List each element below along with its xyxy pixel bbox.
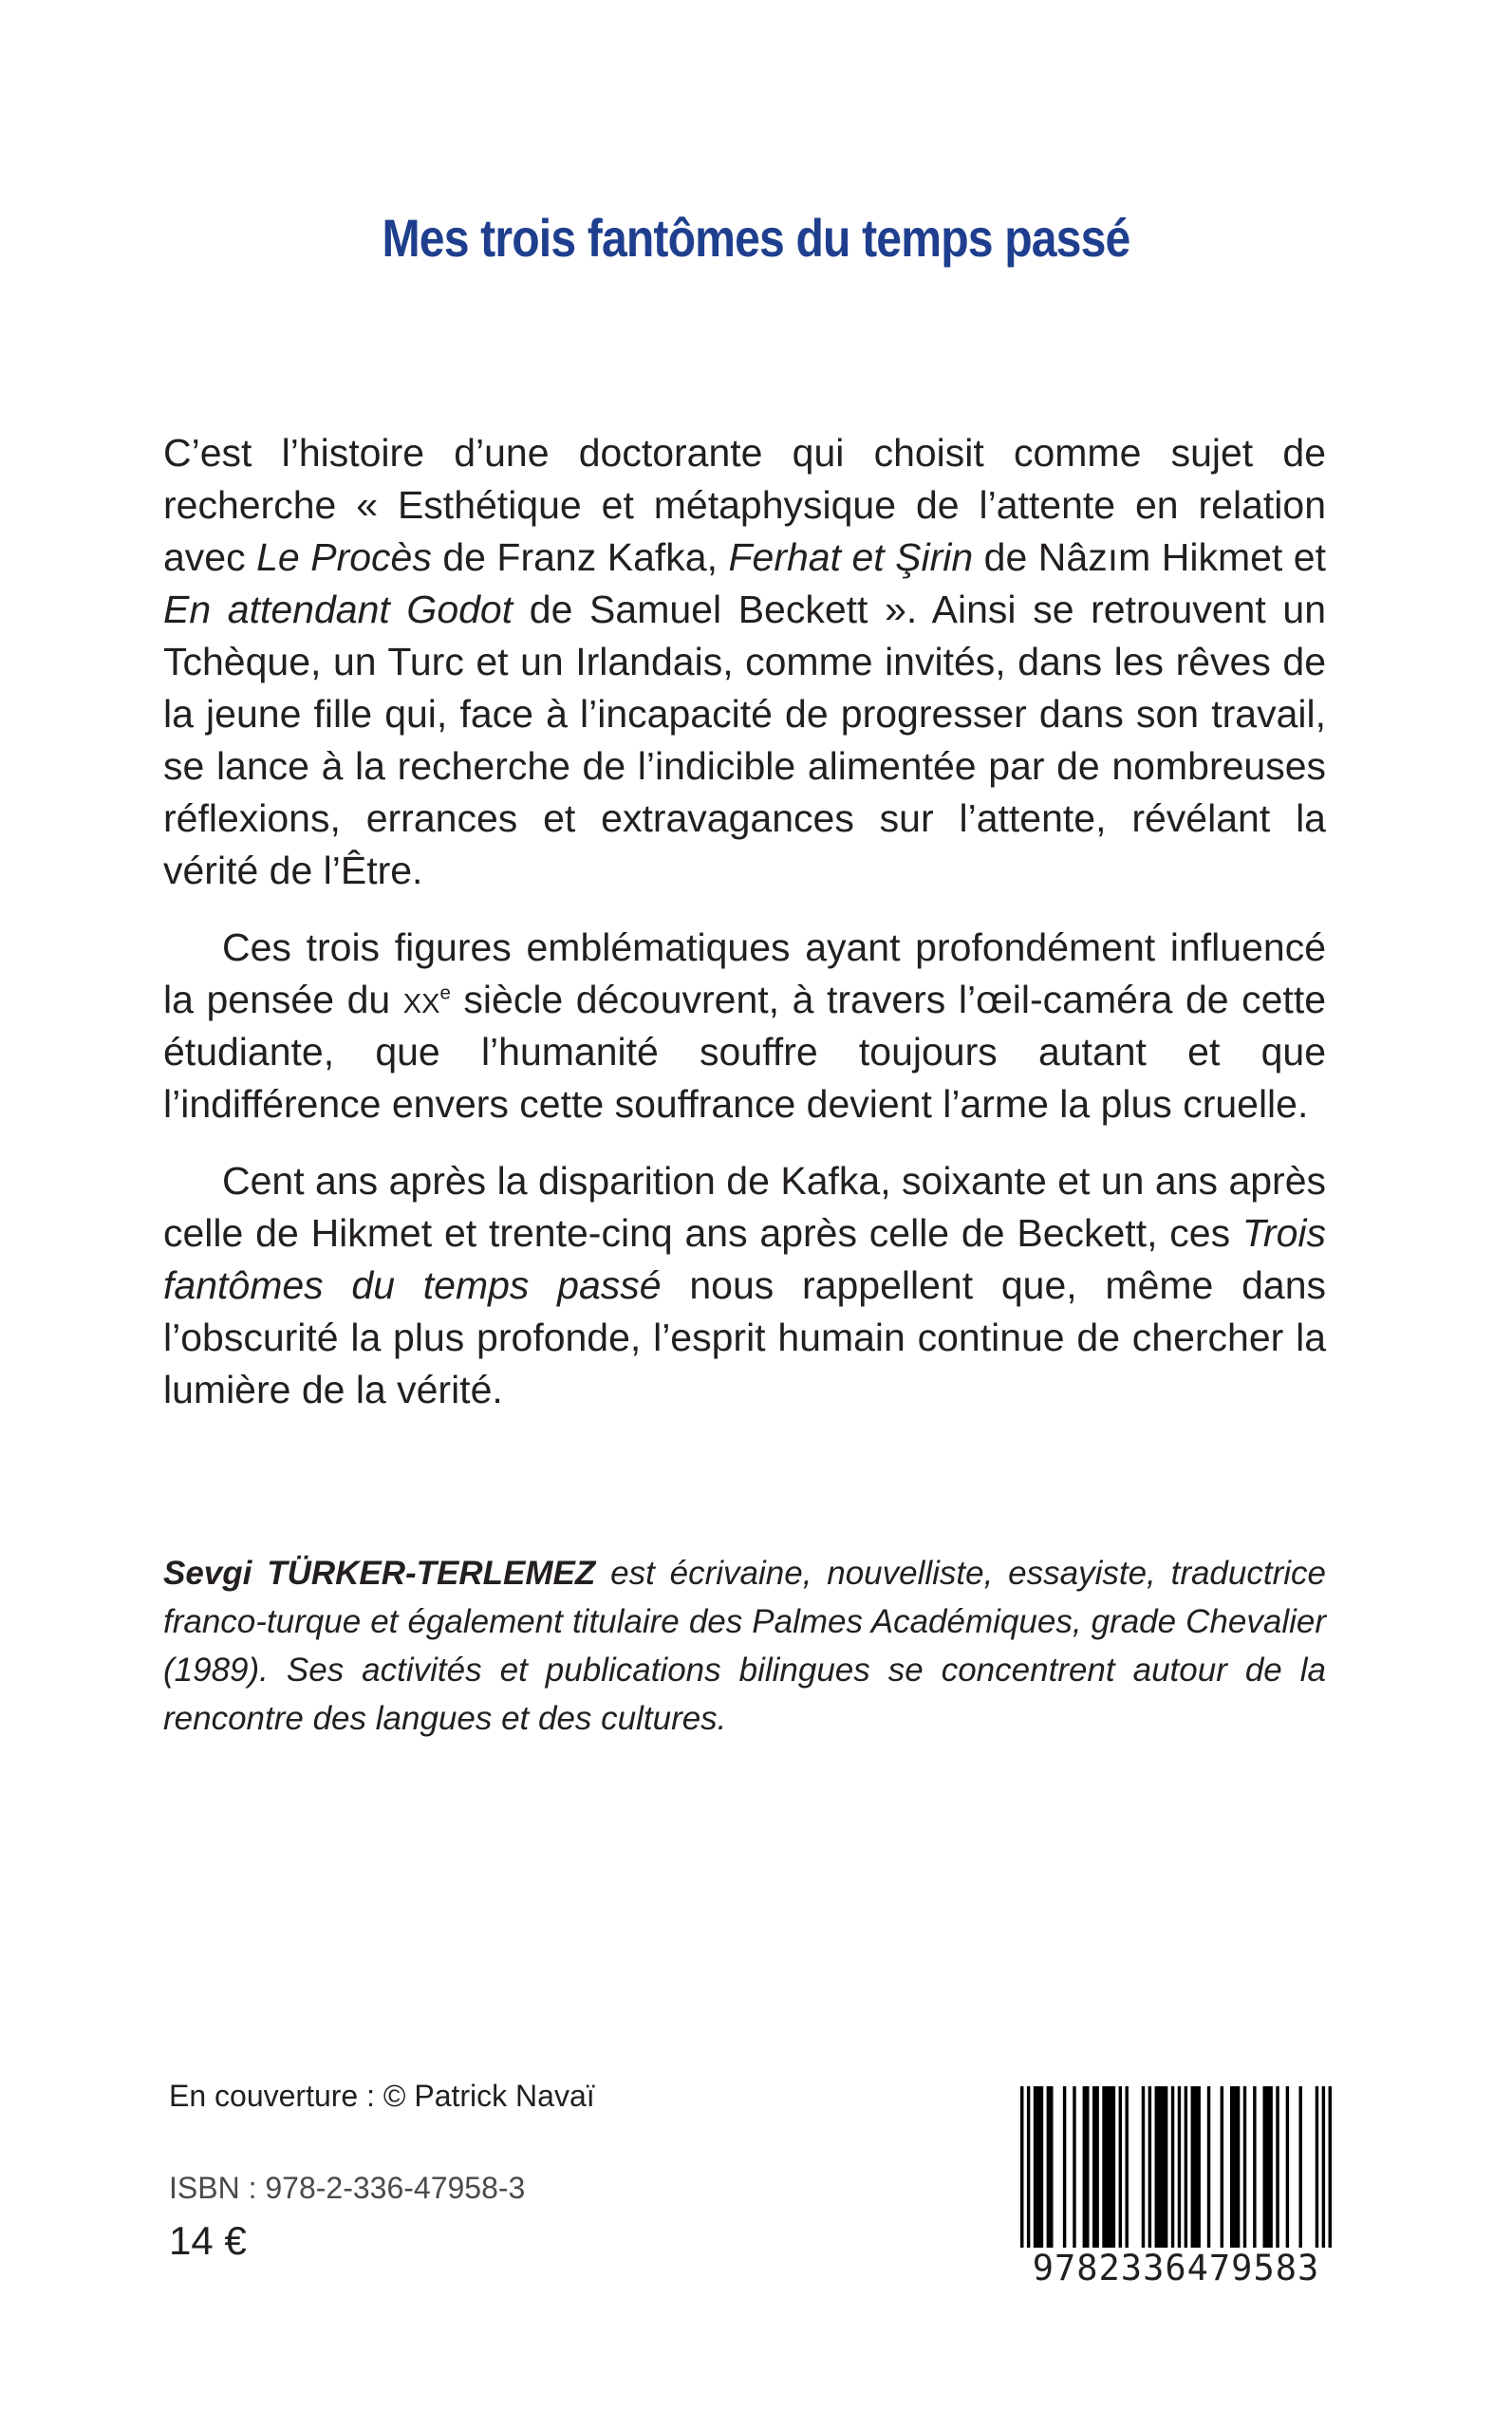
barcode-bar-0 <box>1020 2086 1023 2250</box>
barcode-bar-3 <box>1047 2086 1054 2250</box>
paragraph-1-text-d: de Samuel Beckett ». Ainsi se retrouvent un Tchèque, un Turc et un Irlandais, comme invités, dans les rêves de la jeune fille qui, face à l’incapacité de progresser dans son travail, se lance à la recherche de l’indicible alimentée par de nombreuses réflexions, errances et extravagances sur l’attente, révélant la vérité de l’Être. <box>163 588 1327 892</box>
barcode-bar-25 <box>1286 2086 1289 2250</box>
barcode-bar-19 <box>1221 2086 1223 2250</box>
author-name: Sevgi TÜRKER-TERLEMEZ <box>163 1555 596 1592</box>
work-title-le-proces: Le Procès <box>256 535 432 579</box>
barcode-bar-24 <box>1276 2086 1279 2250</box>
blurb <box>163 427 1326 1441</box>
price: 14 € <box>169 2218 247 2263</box>
barcode-bar-16 <box>1185 2086 1187 2250</box>
work-title-ferhat-et-sirin: Ferhat et Şirin <box>728 535 974 579</box>
barcode-bar-20 <box>1230 2086 1240 2250</box>
isbn: ISBN : 978-2-336-47958-3 <box>169 2171 526 2205</box>
paragraph-3-text-b: nous rappellent que, même dans l’obscurité la plus profonde, l’esprit humain continue de chercher la lumière de la vérité. <box>163 1263 1326 1411</box>
barcode-bar-1 <box>1027 2086 1030 2250</box>
work-title-en-attendant-godot: En attendant Godot <box>163 588 513 631</box>
paragraph-2-text-a: Ces trois figures emblématiques ayant profondément influencé la pensée du <box>163 925 1326 1021</box>
paragraph-1-text-a: C’est l’histoire d’une doctorante qui choisit comme sujet de recherche « Esthétique et métaphysique de l’attente en relation avec <box>163 431 1326 579</box>
barcode-bar-23 <box>1262 2086 1272 2250</box>
paragraph-3 <box>163 1155 1326 1416</box>
barcode-bar-18 <box>1207 2086 1210 2250</box>
author-bio <box>163 1549 1326 1743</box>
work-title-trois-fantomes: Trois fantômes du temps passé <box>163 1211 1326 1307</box>
barcode-bar-5 <box>1073 2086 1075 2250</box>
barcode-bar-8 <box>1102 2086 1115 2250</box>
barcode-bar-15 <box>1178 2086 1181 2250</box>
century-superscript: e <box>439 981 451 1004</box>
barcode-bars <box>1020 2086 1332 2250</box>
barcode-bar-7 <box>1092 2086 1099 2250</box>
cover-credit: En couverture : © Patrick Navaï <box>169 2079 595 2113</box>
isbn-barcode <box>1020 2086 1332 2295</box>
author-bio-text: est écrivaine, nouvelliste, essayiste, traductrice franco-turque et également titulaire des Palmes Académiques, grade Chevalier (1989). Ses activités et publications bilingues se concentrent autour de la rencontre des langues et des cultures. <box>163 1555 1326 1737</box>
barcode-bar-14 <box>1171 2086 1174 2250</box>
paragraph-3-text-a: Cent ans après la disparition de Kafka, soixante et un ans après celle de Hikmet et trente-cinq ans après celle de Beckett, ces <box>163 1159 1326 1255</box>
barcode-bar-12 <box>1148 2086 1151 2250</box>
barcode-bar-2 <box>1034 2086 1043 2250</box>
barcode-digits: 9782336479583 <box>1020 2248 1332 2288</box>
barcode-bar-27 <box>1316 2086 1318 2250</box>
paragraph-2-text-b: siècle découvrent, à travers l’œil-caméra de cette étudiante, que l’humanité souffre toujours autant et que l’indifférence envers cette souffrance devient l’arme la plus cruelle. <box>163 978 1327 1126</box>
barcode-bar-22 <box>1253 2086 1256 2250</box>
book-title: Mes trois fantômes du temps passé <box>382 208 1130 268</box>
paragraph-1 <box>163 427 1326 897</box>
barcode-bar-17 <box>1191 2086 1201 2250</box>
century-numeral: xx <box>402 978 440 1021</box>
barcode-bar-9 <box>1119 2086 1122 2250</box>
barcode-bar-28 <box>1322 2086 1325 2250</box>
paragraph-2 <box>163 922 1326 1130</box>
barcode-bar-6 <box>1083 2086 1090 2250</box>
barcode-bar-13 <box>1155 2086 1168 2250</box>
barcode-bar-10 <box>1125 2086 1128 2250</box>
barcode-bar-11 <box>1142 2086 1145 2250</box>
barcode-bar-26 <box>1298 2086 1301 2250</box>
barcode-bar-29 <box>1329 2086 1332 2250</box>
paragraph-1-text-c: de Nâzım Hikmet et <box>973 535 1326 579</box>
paragraph-1-text-b: de Franz Kafka, <box>431 535 729 579</box>
barcode-bar-21 <box>1243 2086 1246 2250</box>
barcode-bar-4 <box>1063 2086 1066 2250</box>
